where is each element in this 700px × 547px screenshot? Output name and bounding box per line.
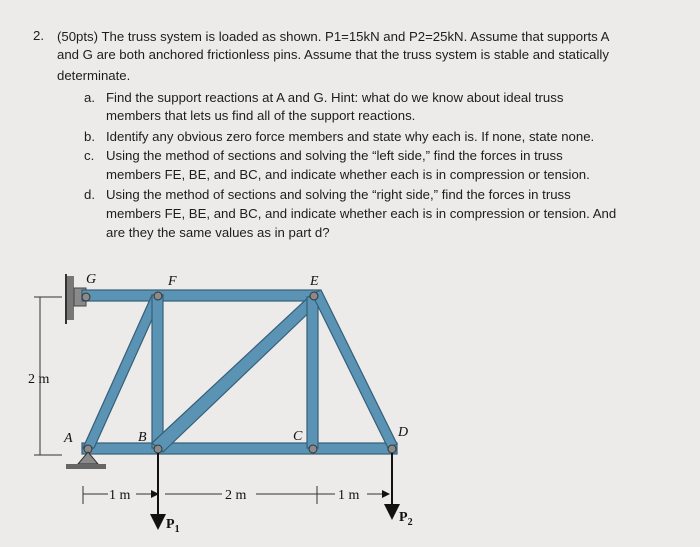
part-b-label: b. <box>84 129 95 144</box>
dim-height-text: 2 m <box>28 372 50 387</box>
member-ag <box>83 295 163 448</box>
part-c-line-2: members FE, BE, and BC, and indicate whether each is in compression or tension. <box>106 167 590 182</box>
part-a-label: a. <box>84 90 95 105</box>
label-d: D <box>398 425 409 440</box>
label-g: G <box>86 272 97 287</box>
dim-span-left: 1 m <box>109 488 131 503</box>
member-fb <box>152 295 163 448</box>
member-gf-fe <box>82 290 320 301</box>
label-f: F <box>168 274 177 289</box>
part-b-line-1: Identify any obvious zero force members and state why each is. If none, state none. <box>106 129 595 144</box>
part-c-label: c. <box>84 148 95 163</box>
pin-c <box>309 445 317 453</box>
ground-a <box>66 464 106 469</box>
dim-span-right: 1 m <box>338 488 360 503</box>
part-d-line-3: are they the same values as in part d? <box>106 225 330 240</box>
load-p1-label: $P_1$ <box>166 517 180 535</box>
pin-e <box>310 292 318 300</box>
member-ed <box>312 290 397 448</box>
problem-number: 2. <box>33 28 44 43</box>
wall-support-g <box>66 276 74 320</box>
label-b: B <box>138 430 147 445</box>
truss-members <box>82 290 397 454</box>
member-ab-bc-cd <box>82 443 397 454</box>
dim-span-mid: 2 m <box>225 488 247 503</box>
label-e: E <box>310 274 319 289</box>
part-d-label: d. <box>84 187 95 202</box>
part-d-line-1: Using the method of sections and solving the “right side,” find the forces in truss <box>106 187 571 202</box>
part-a-line-2: members that lets us find all of the support reactions. <box>106 108 416 123</box>
intro-line-2: and G are both anchored frictionless pins. Assume that the truss system is stable and statically <box>57 47 609 62</box>
load-p2-label: $P_2$ <box>399 510 413 528</box>
intro-line-1: (50pts) The truss system is loaded as shown. P1=15kN and P2=25kN. Assume that supports A <box>57 29 610 44</box>
pin-g <box>82 293 90 301</box>
label-a: A <box>64 431 73 446</box>
pin-d <box>388 445 396 453</box>
part-d-line-2: members FE, BE, and BC, and indicate whether each is in compression or tension. And <box>106 206 617 221</box>
part-a-line-1: Find the support reactions at A and G. Hint: what do we know about ideal truss <box>106 90 564 105</box>
part-c-line-1: Using the method of sections and solving the “left side,” find the forces in truss <box>106 148 563 163</box>
pin-f <box>154 292 162 300</box>
pin-b <box>154 445 162 453</box>
intro-line-3: determinate. <box>57 68 131 83</box>
member-ec <box>307 297 318 448</box>
label-c: C <box>293 429 303 444</box>
